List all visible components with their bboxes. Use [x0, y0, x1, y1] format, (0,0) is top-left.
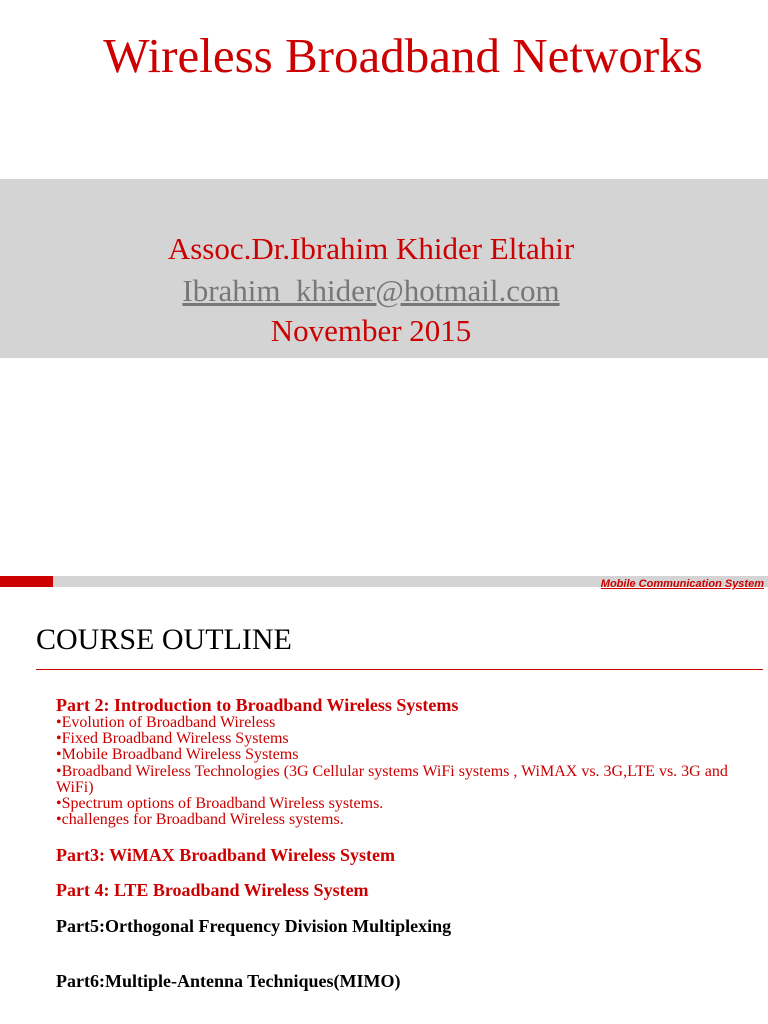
- slide-title: Wireless Broadband Networks: [103, 28, 703, 83]
- heading-divider: [36, 669, 763, 670]
- list-item: •challenges for Broadband Wireless systems.: [56, 811, 344, 829]
- presentation-date: November 2015: [270, 313, 472, 348]
- list-item: •Fixed Broadband Wireless Systems: [56, 730, 289, 748]
- part5-title: Part5:Orthogonal Frequency Division Multiplexing: [56, 916, 452, 936]
- part2-topic-list: [56, 715, 756, 828]
- part3-title: Part3: WiMAX Broadband Wireless System: [56, 845, 396, 865]
- author-name: Assoc.Dr.Ibrahim Khider Eltahir: [167, 231, 575, 266]
- slide-header-accent: [0, 576, 53, 587]
- part6-title: Part6:Multiple-Antenna Techniques(MIMO): [56, 971, 401, 991]
- part2-title: Part 2: Introduction to Broadband Wireless Systems: [56, 695, 459, 715]
- list-item: •Spectrum options of Broadband Wireless systems.: [56, 795, 384, 813]
- outline-heading: COURSE OUTLINE: [36, 623, 292, 656]
- list-item: •Mobile Broadband Wireless Systems: [56, 746, 299, 764]
- header-course-tag[interactable]: Mobile Communication System: [600, 578, 764, 590]
- list-item: •Broadband Wireless Technologies (3G Cellular systems WiFi systems , WiMAX vs. 3G,LTE vs. 3G and WiFi): [56, 762, 728, 796]
- part4-title: Part 4: LTE Broadband Wireless System: [56, 880, 369, 900]
- author-email-link[interactable]: Ibrahim_khider@hotmail.com: [182, 273, 560, 308]
- list-item: •Evolution of Broadband Wireless: [56, 714, 276, 731]
